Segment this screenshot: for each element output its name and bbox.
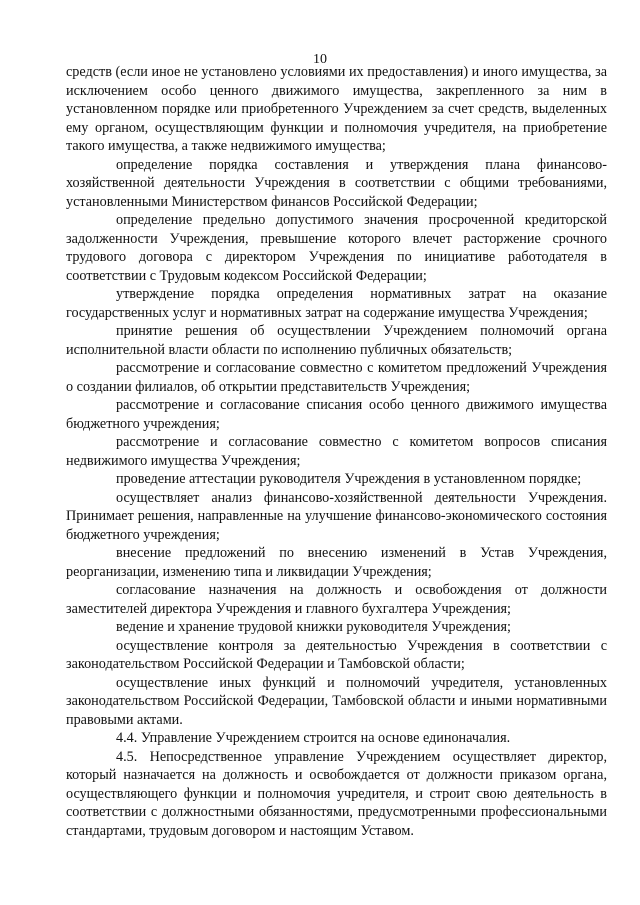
paragraph: рассмотрение и согласование совместно с комитетом предложений Учреждения о создании филиалов, об открытии представительств Учреждения; [66,360,607,395]
section-paragraph-4-4: 4.4. Управление Учреждением строится на основе единоначалия. [116,730,511,746]
paragraph: средств (если иное не установлено условиями их предоставления) и иного имущества, за исключением особо ценного движимого имущества, закрепленного за ним в установленном порядке или приобретенного Учреждением за счет средств, выделенных ему органом, осуществляющим функции и полномочия учредителя, на приобретение такого имущества, а также недвижимого имущества; [66,64,607,154]
page-number: 10 [313,52,327,67]
paragraph: внесение предложений по внесению изменений в Устав Учреждения, реорганизации, изменению типа и ликвидации Учреждения; [66,545,607,580]
paragraph: принятие решения об осуществлении Учреждением полномочий органа исполнительной власти области по исполнению публичных обязательств; [66,323,607,358]
paragraph: рассмотрение и согласование списания особо ценного движимого имущества бюджетного учреждения; [66,397,607,432]
paragraph: осуществление иных функций и полномочий учредителя, установленных законодательством Российской Федерации, Тамбовской области и иными нормативными правовыми актами. [66,674,607,728]
paragraph: утверждение порядка определения нормативных затрат на оказание государственных услуг и нормативных затрат на содержание имущества Учреждения; [66,286,607,321]
paragraph: осуществление контроля за деятельностью Учреждения в соответствии с законодательством Российской Федерации и Тамбовской области; [66,637,607,672]
paragraph: рассмотрение и согласование совместно с комитетом вопросов списания недвижимого имущества Учреждения; [66,434,607,469]
paragraph: определение порядка составления и утверждения плана финансово-хозяйственной деятельности Учреждения в соответствии с общими требованиями, установленными Министерством финансов Российской Федерации; [66,156,607,210]
section-paragraph-4-5: 4.5. Непосредственное управление Учреждением осуществляет директор, который назначается на должность и освобождается от должности приказом органа, осуществляющего функции и полномочия учредителя, и строит свою деятельность в соответствии с должностными обязанностями, предусмотренными профессиональными стандартами, трудовым договором и настоящим Уставом. [66,748,607,839]
paragraph: осуществляет анализ финансово-хозяйственной деятельности Учреждения. Принимает решения, направленные на улучшение финансово-экономического состояния бюджетного учреждения; [66,489,607,543]
paragraph: определение предельно допустимого значения просроченной кредиторской задолженности Учреждения, превышение которого влечет расторжение срочного трудового договора с директором Учреждения по инициативе работодателя в соответствии с Трудовым кодексом Российской Федерации; [66,212,607,284]
paragraph: ведение и хранение трудовой книжки руководителя Учреждения; [116,619,511,635]
paragraph: проведение аттестации руководителя Учреждения в установленном порядке; [116,471,582,487]
document-body [66,63,607,840]
paragraph: согласование назначения на должность и освобождения от должности заместителей директора Учреждения и главного бухгалтера Учреждения; [66,582,607,617]
